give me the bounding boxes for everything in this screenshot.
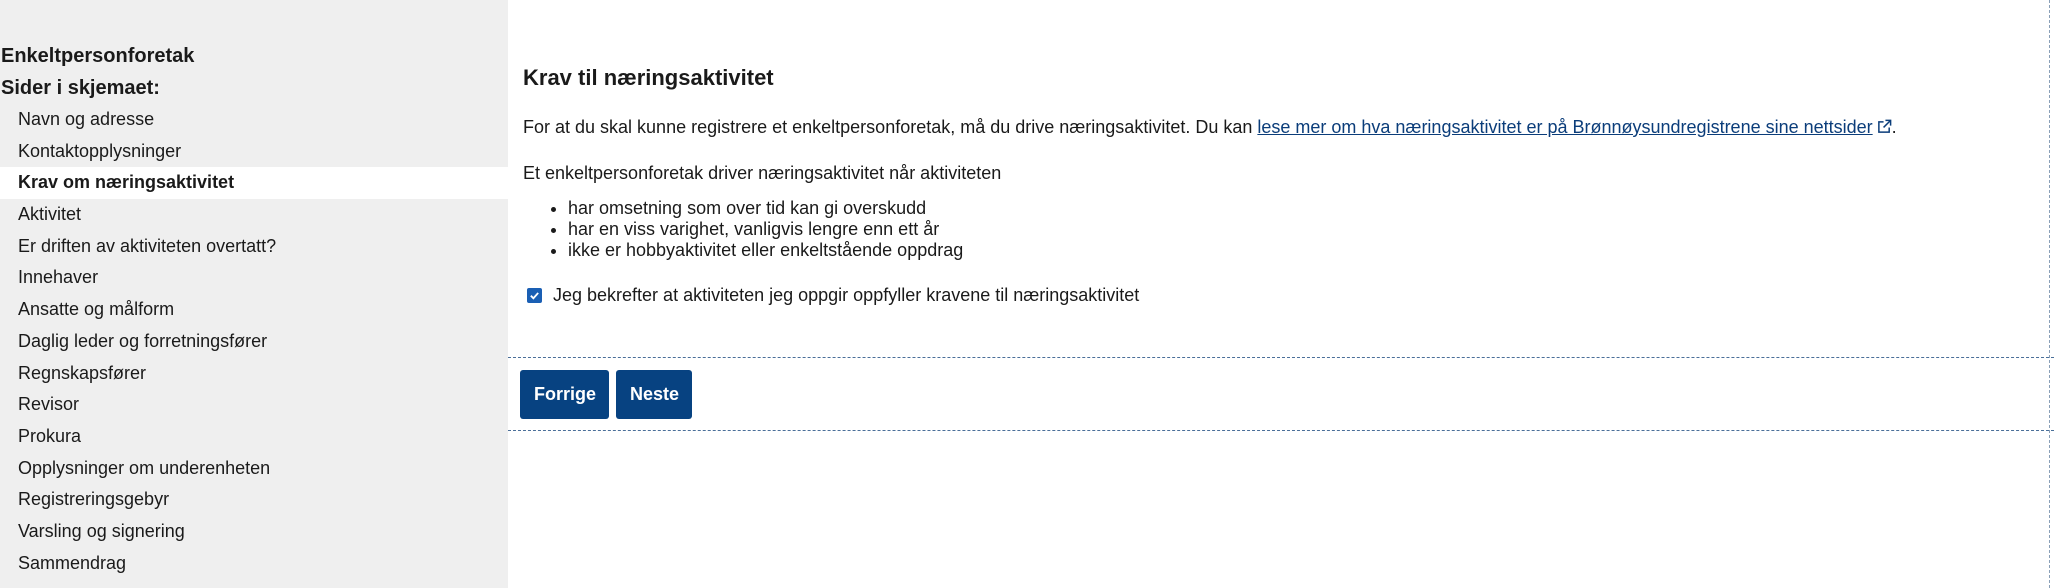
sidebar-item-aktivitet[interactable]: Aktivitet	[18, 204, 82, 225]
confirm-label: Jeg bekrefter at aktiviteten jeg oppgir oppfyller kravene til næringsaktivitet	[553, 285, 1140, 305]
sidebar-item-ansatte-og-malform[interactable]: Ansatte og målform	[18, 299, 175, 320]
form-name: Enkeltpersonforetak	[1, 45, 195, 67]
pages-heading: Sider i skjemaet:	[1, 77, 160, 99]
intro-paragraph	[523, 114, 2054, 140]
sidebar-item-kontaktopplysninger[interactable]: Kontaktopplysninger	[18, 140, 182, 161]
sidebar-item-daglig-leder[interactable]: Daglig leder og forretningsfører	[18, 330, 268, 351]
sidebar	[0, 0, 508, 588]
confirm-checkbox[interactable]	[527, 288, 542, 303]
external-link-icon	[1877, 119, 1892, 134]
sidebar-page-list	[0, 104, 508, 579]
sidebar-item-sammendrag[interactable]: Sammendrag	[18, 552, 127, 573]
sidebar-item-krav-om-naeringsaktivitet[interactable]: Krav om næringsaktivitet	[0, 167, 508, 199]
info-link[interactable]	[1257, 117, 1891, 137]
checkmark-icon	[529, 290, 540, 301]
intro-text: For at du skal kunne registrere et enkeltpersonforetak, må du drive næringsaktivitet. Du kan	[523, 117, 1258, 137]
sidebar-item-underenheten[interactable]: Opplysninger om underenheten	[18, 457, 271, 478]
page-title: Krav til næringsaktivitet	[523, 65, 774, 90]
main-content	[508, 0, 2054, 588]
criteria-item: • har en viss varighet, vanligvis lengre enn ett år	[568, 219, 2054, 240]
sidebar-item-driften-overtatt[interactable]: Er driften av aktiviteten overtatt?	[18, 235, 277, 256]
criteria-item: • har omsetning som over tid kan gi overskudd	[568, 198, 2054, 219]
criteria-item: • ikke er hobbyaktivitet eller enkeltstående oppdrag	[568, 240, 2054, 261]
button-bar	[508, 357, 2054, 431]
sidebar-item-regnskapsforer[interactable]: Regnskapsfører	[18, 362, 147, 383]
confirm-field[interactable]	[523, 284, 2054, 306]
criteria-list	[568, 198, 2054, 261]
sidebar-item-innehaver[interactable]: Innehaver	[18, 267, 99, 288]
criteria-intro: Et enkeltpersonforetak driver næringsaktivitet når aktiviteten	[523, 163, 1002, 183]
info-link-text: lese mer om hva næringsaktivitet er på Brønnøysundregistrene sine nettsider	[1257, 117, 1873, 137]
sidebar-item-prokura[interactable]: Prokura	[18, 425, 82, 446]
right-divider	[2049, 0, 2050, 588]
previous-button[interactable]: Forrige	[520, 370, 609, 419]
intro-end: .	[1891, 117, 1897, 137]
sidebar-item-varsling-og-signering[interactable]: Varsling og signering	[18, 520, 185, 541]
next-button[interactable]: Neste	[616, 370, 692, 419]
sidebar-item-revisor[interactable]: Revisor	[18, 394, 80, 415]
sidebar-item-registreringsgebyr[interactable]: Registreringsgebyr	[18, 489, 170, 510]
sidebar-item-navn-og-adresse[interactable]: Navn og adresse	[18, 109, 155, 129]
